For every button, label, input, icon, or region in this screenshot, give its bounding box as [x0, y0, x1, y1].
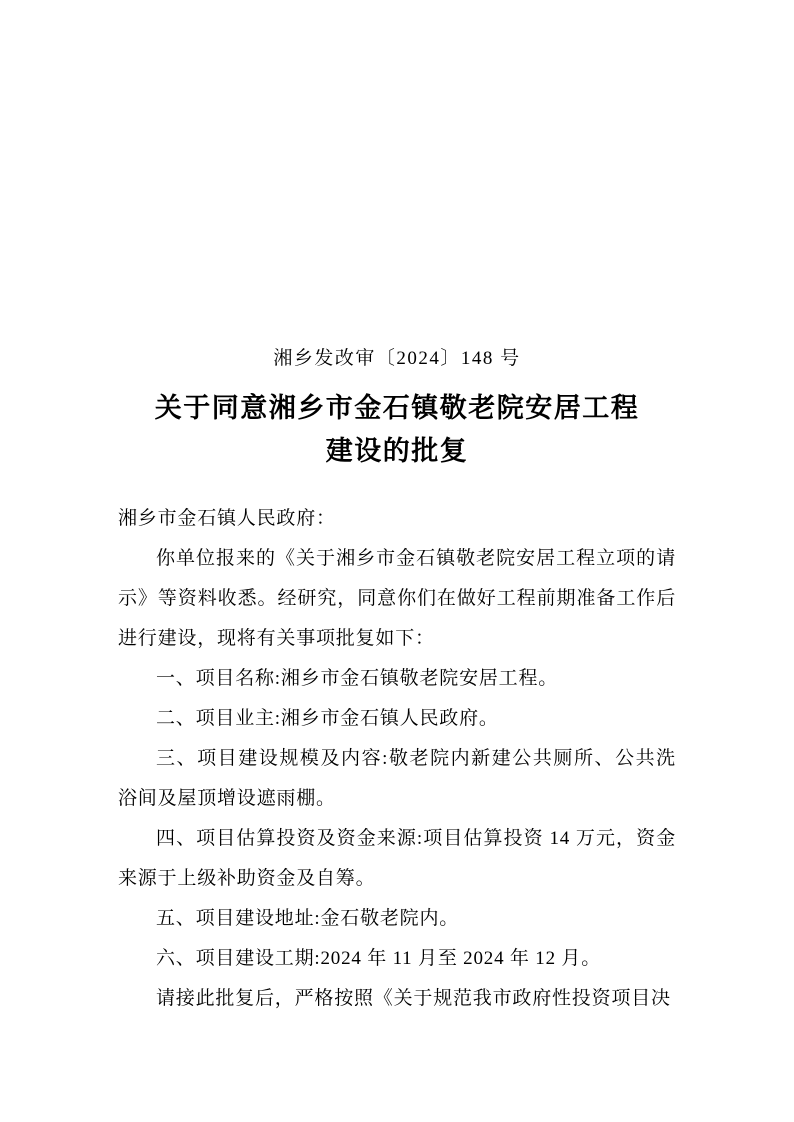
salutation: 湘乡市金石镇人民政府：	[118, 508, 336, 529]
document-body	[118, 499, 676, 1019]
document-title	[0, 387, 794, 473]
paragraph-item-6: 六、项目建设工期:2024 年 11 月至 2024 年 12 月。	[156, 948, 602, 969]
paragraph-item-3: 三、项目建设规模及内容:敬老院内新建公共厕所、公共洗浴间及屋顶增设遮雨棚。	[118, 748, 676, 809]
paragraph-intro: 你单位报来的《关于湘乡市金石镇敬老院安居工程立项的请示》等资料收悉。经研究，同意你们在做好工程前期准备工作后进行建设，现将有关事项批复如下：	[118, 548, 676, 649]
document-title-line-2: 建设的批复	[325, 436, 469, 466]
paragraph-item-2: 二、项目业主:湘乡市金石镇人民政府。	[156, 708, 499, 729]
paragraph-item-5: 五、项目建设地址:金石敬老院内。	[156, 908, 460, 929]
paragraph-item-1: 一、项目名称:湘乡市金石镇敬老院安居工程。	[156, 668, 559, 689]
document-title-line-1: 关于同意湘乡市金石镇敬老院安居工程	[154, 393, 640, 423]
paragraph-item-4: 四、项目估算投资及资金来源:项目估算投资 14 万元，资金来源于上级补助资金及自筹。	[118, 828, 676, 889]
paragraph-closing: 请接此批复后，严格按照《关于规范我市政府性投资项目决	[156, 988, 671, 1009]
document-number: 湘乡发改审〔2024〕148 号	[273, 348, 521, 369]
